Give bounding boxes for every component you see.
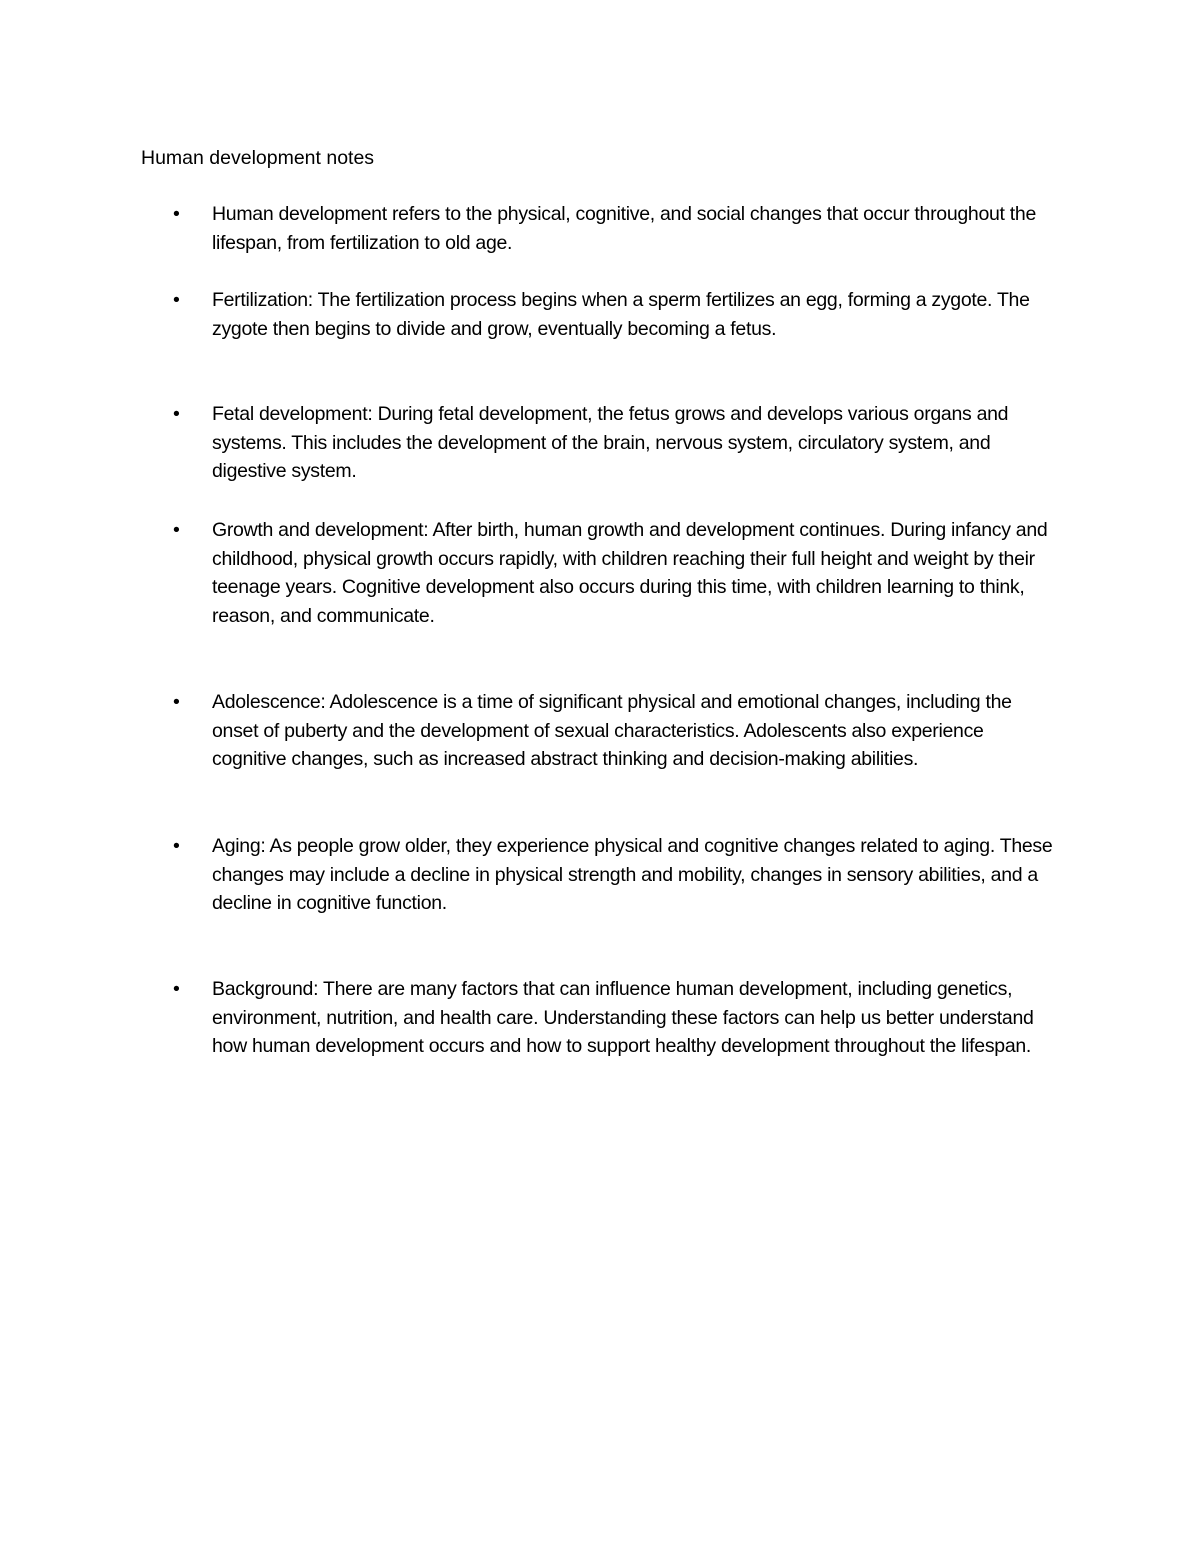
list-item-text: Growth and development: After birth, human growth and development continues. During infancy and childhood, physical growth occurs rapidly, with children reaching their full height and weight by their teenage years. Cognitive development also occurs during this time, with children learning to think, reason, and communicate. (212, 519, 1048, 628)
list-item-text: Fertilization: The fertilization process begins when a sperm fertilizes an egg, forming a zygote. The zygote then begins to divide and grow, eventually becoming a fetus. (212, 289, 1030, 340)
list-item-text: Fetal development: During fetal development, the fetus grows and develops various organs and systems. This includes the development of the brain, nervous system, circulatory system, and digestive system. (212, 403, 1009, 483)
document-title: Human development notes (141, 147, 375, 169)
bullet-icon: • (173, 289, 180, 311)
bullet-icon: • (173, 835, 180, 857)
bullet-icon: • (173, 691, 180, 713)
list-item-text: Human development refers to the physical, cognitive, and social changes that occur throughout the lifespan, from fertilization to old age. (212, 203, 1036, 254)
list-item-text: Adolescence: Adolescence is a time of significant physical and emotional changes, including the onset of puberty and the development of sexual characteristics. Adolescents also experience cognitive changes, such as increased abstract thinking and decision-making abilities. (212, 691, 1012, 771)
bullet-icon: • (173, 203, 180, 225)
list-item-text: Aging: As people grow older, they experience physical and cognitive changes related to aging. These changes may include a decline in physical strength and mobility, changes in sensory abilities, and a decline in cognitive function. (212, 835, 1053, 915)
bullet-icon: • (173, 519, 180, 541)
bullet-icon: • (173, 978, 180, 1000)
bullet-icon: • (173, 403, 180, 425)
list-item-text: Background: There are many factors that can influence human development, including genetics, environment, nutrition, and health care. Understanding these factors can help us better understand how human development occurs and how to support healthy development throughout the lifespan. (212, 978, 1034, 1058)
